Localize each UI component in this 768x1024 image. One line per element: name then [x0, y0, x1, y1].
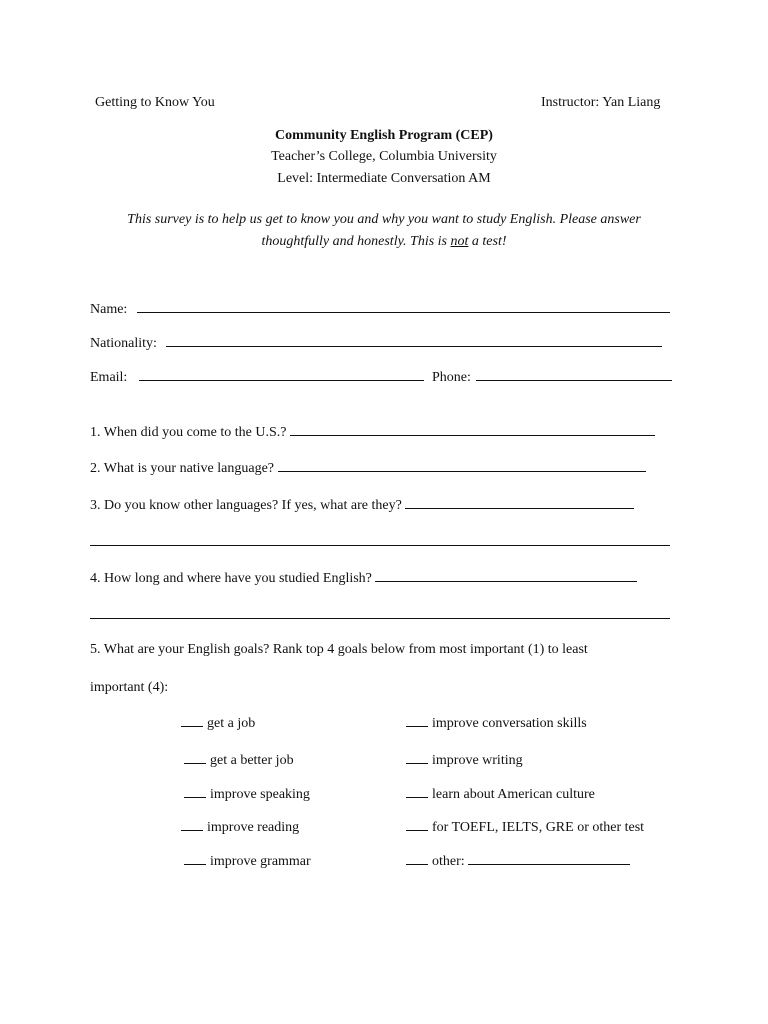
- phone-field: [432, 368, 672, 387]
- goal-item-other: [406, 852, 630, 871]
- intro-text-a: thoughtfully and honestly. This is: [261, 234, 451, 249]
- rank-blank[interactable]: [184, 852, 206, 865]
- rank-blank[interactable]: [181, 818, 203, 831]
- phone-blank[interactable]: [476, 368, 672, 381]
- goal-item-get-job: [181, 714, 255, 733]
- goal-item-grammar: [184, 852, 311, 871]
- goal-item-reading: [181, 818, 299, 837]
- nationality-field: [90, 334, 662, 353]
- question-5-line-1: 5. What are your English goals? Rank top 4 goals below from most important (1) to least: [90, 642, 588, 657]
- goal-label: other:: [432, 854, 465, 869]
- goal-label: get a better job: [210, 753, 294, 768]
- goal-label: for TOEFL, IELTS, GRE or other test: [432, 820, 645, 835]
- document-title: Getting to Know You: [95, 95, 215, 110]
- email-label: Email:: [90, 370, 128, 385]
- question-4: [90, 569, 637, 588]
- nationality-blank[interactable]: [166, 334, 662, 347]
- rank-blank[interactable]: [181, 714, 203, 727]
- institution: Teacher’s College, Columbia University: [271, 149, 497, 164]
- goal-label: improve grammar: [210, 854, 311, 869]
- question-3-text: 3. Do you know other languages? If yes, what are they?: [90, 498, 402, 513]
- rank-blank[interactable]: [406, 751, 428, 764]
- intro-line-2: [0, 233, 768, 251]
- goal-label: improve conversation skills: [432, 716, 587, 731]
- rank-blank[interactable]: [406, 818, 428, 831]
- course-level: Level: Intermediate Conversation AM: [277, 171, 491, 186]
- email-blank[interactable]: [139, 368, 424, 381]
- question-2-text: 2. What is your native language?: [90, 461, 275, 476]
- other-goal-blank[interactable]: [468, 852, 630, 865]
- goal-item-speaking: [184, 785, 310, 804]
- goal-label: learn about American culture: [432, 787, 595, 802]
- program-name: Community English Program (CEP): [275, 128, 493, 143]
- question-4-text: 4. How long and where have you studied English?: [90, 571, 372, 586]
- goal-item-culture: [406, 785, 595, 804]
- question-5-line-2: important (4):: [90, 680, 169, 695]
- rank-blank[interactable]: [406, 852, 428, 865]
- question-3-blank[interactable]: [405, 496, 634, 509]
- intro-emphasis-not: not: [450, 234, 469, 249]
- goal-item-writing: [406, 751, 523, 770]
- instructor-name: Instructor: Yan Liang: [541, 95, 661, 110]
- intro-line-1: This survey is to help us get to know you and why you want to study English. Please answer: [127, 212, 641, 227]
- goal-label: improve writing: [432, 753, 523, 768]
- goal-label: improve speaking: [210, 787, 310, 802]
- goal-label: improve reading: [207, 820, 300, 835]
- question-3-extra-line[interactable]: [90, 545, 670, 546]
- question-4-extra-line[interactable]: [90, 618, 670, 619]
- name-blank[interactable]: [137, 300, 670, 313]
- question-2: [90, 459, 646, 478]
- question-2-blank[interactable]: [278, 459, 646, 472]
- question-1-blank[interactable]: [290, 423, 655, 436]
- goal-item-tests: [406, 818, 644, 837]
- question-3: [90, 496, 634, 515]
- question-1-text: 1. When did you come to the U.S.?: [90, 425, 287, 440]
- rank-blank[interactable]: [406, 785, 428, 798]
- goal-label: get a job: [207, 716, 256, 731]
- goal-item-conversation: [406, 714, 587, 733]
- nationality-label: Nationality:: [90, 336, 157, 351]
- email-field: [90, 368, 424, 387]
- rank-blank[interactable]: [184, 785, 206, 798]
- rank-blank[interactable]: [406, 714, 428, 727]
- intro-text-b: a test!: [468, 234, 507, 249]
- name-field: [90, 300, 670, 319]
- goal-item-better-job: [184, 751, 294, 770]
- question-1: [90, 423, 655, 442]
- phone-label: Phone:: [432, 370, 471, 385]
- question-4-blank[interactable]: [375, 569, 637, 582]
- rank-blank[interactable]: [184, 751, 206, 764]
- name-label: Name:: [90, 302, 128, 317]
